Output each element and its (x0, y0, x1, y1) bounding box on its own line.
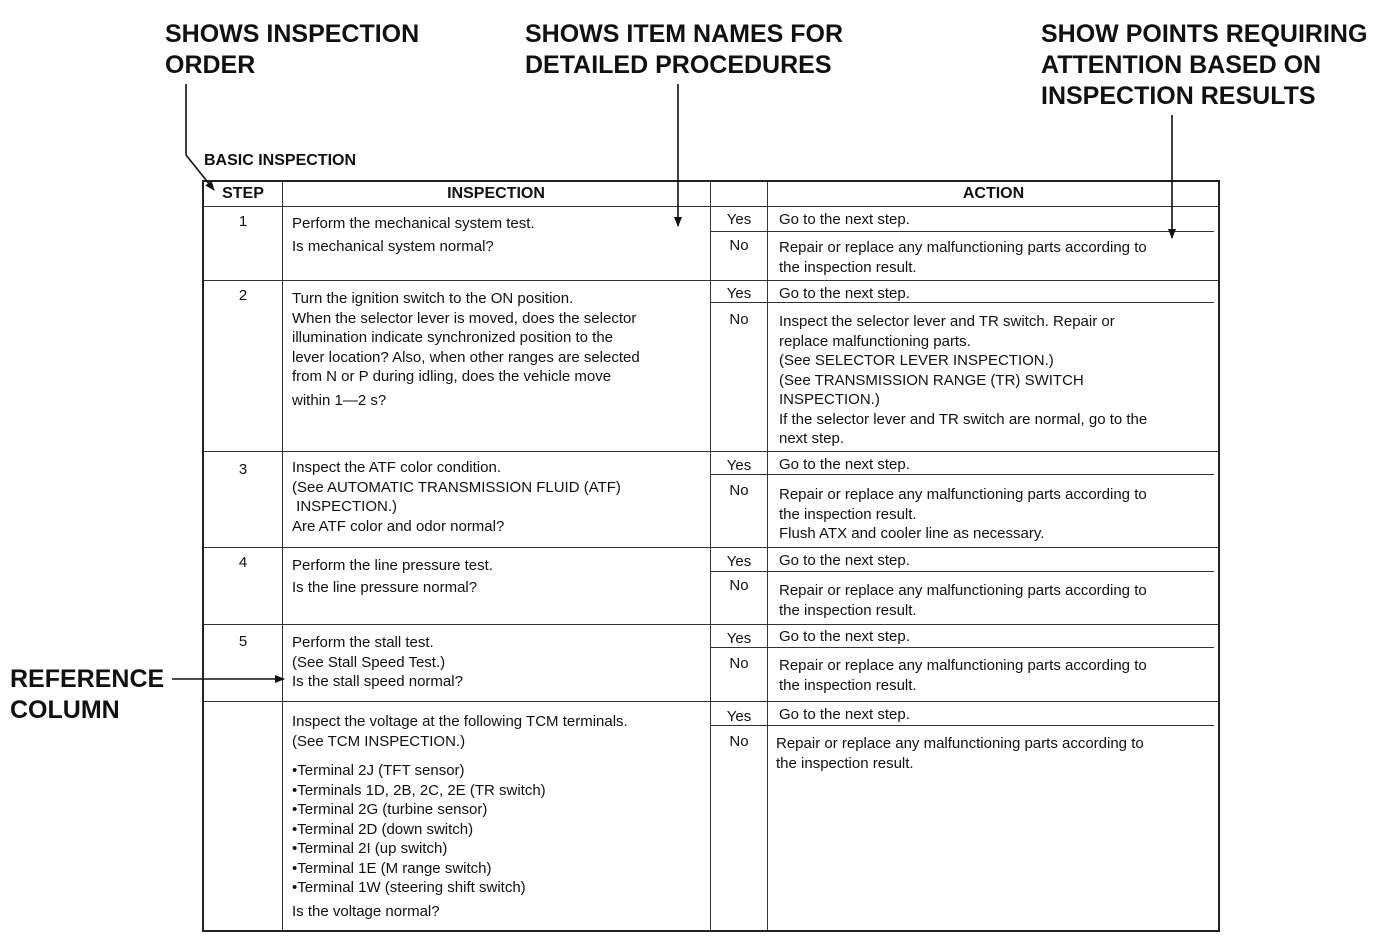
yes-action: Go to the next step. (779, 552, 910, 569)
action-line: next step. (779, 430, 845, 447)
column-divider (282, 182, 283, 930)
section-title: BASIC INSPECTION (204, 152, 357, 169)
inspection-line: Turn the ignition switch to the ON position. (292, 290, 574, 307)
step-number: 5 (238, 633, 248, 650)
inspection-line: Is the stall speed normal? (292, 673, 463, 690)
inspection-line: (See TCM INSPECTION.) (292, 732, 466, 750)
no-label: No (729, 655, 749, 672)
yes-action: Go to the next step. (779, 628, 910, 645)
terminal-list (292, 761, 628, 898)
yes-no-divider (710, 571, 1214, 572)
inspection-line: Perform the line pressure test. (292, 557, 493, 574)
no-action (779, 581, 1147, 620)
action-line: Flush ATX and cooler line as necessary. (779, 525, 1045, 542)
callout-line: ATTENTION BASED ON (1041, 51, 1322, 79)
action-line: If the selector lever and TR switch are normal, go to the (779, 410, 1148, 428)
row-divider (204, 701, 1218, 702)
action-line: Inspect the selector lever and TR switch. Repair or (779, 313, 1115, 330)
action-line: the inspection result. (779, 258, 917, 276)
action-line: Repair or replace any malfunctioning parts according to (779, 582, 1147, 599)
inspection-line: illumination indicate synchronized position to the (292, 329, 614, 346)
row-divider (204, 547, 1218, 548)
list-item: • Terminal 2D (down switch) (292, 820, 628, 840)
header-inspection: INSPECTION (447, 185, 545, 202)
inspection-line: Perform the mechanical system test. (292, 215, 535, 232)
no-action (779, 656, 1147, 695)
no-action (779, 312, 1147, 449)
list-item: • Terminal 2I (up switch) (292, 839, 628, 859)
callout-line: INSPECTION RESULTS (1041, 82, 1316, 110)
action-line: (See SELECTOR LEVER INSPECTION.) (779, 352, 1054, 369)
inspection-line: INSPECTION.) (292, 498, 398, 515)
yes-action: Go to the next step. (779, 285, 910, 302)
no-label: No (729, 237, 749, 254)
action-line: Repair or replace any malfunctioning parts according to (779, 657, 1147, 674)
yes-label: Yes (726, 285, 752, 302)
header-action: ACTION (962, 185, 1025, 202)
no-label: No (729, 577, 749, 594)
step-number: 1 (238, 213, 248, 230)
yes-label: Yes (726, 708, 752, 725)
action-line: INSPECTION.) (779, 391, 880, 408)
callout-line: SHOWS INSPECTION (165, 20, 420, 48)
action-line: the inspection result. (779, 505, 917, 523)
inspection-line: Are ATF color and odor normal? (292, 517, 505, 535)
yes-action: Go to the next step. (779, 706, 910, 723)
action-line: replace malfunctioning parts. (779, 332, 971, 350)
inspection-line: from N or P during idling, does the vehicle move (292, 368, 612, 385)
inspection-line: Is the voltage normal? (292, 902, 440, 920)
inspection-line: within 1—2 s? (292, 391, 387, 409)
action-line: the inspection result. (779, 676, 917, 694)
yes-no-divider (710, 647, 1214, 648)
callout-attention-points (1041, 19, 1367, 112)
arrow-inspection-order (186, 84, 214, 190)
callout-line: DETAILED PROCEDURES (525, 51, 832, 79)
row-divider (204, 451, 1218, 452)
no-label: No (729, 482, 749, 499)
list-item: • Terminal 2G (turbine sensor) (292, 800, 628, 820)
step-number: 2 (238, 287, 248, 304)
yes-action: Go to the next step. (779, 456, 910, 473)
inspection-line: lever location? Also, when other ranges are selected (292, 348, 640, 366)
inspection-text (292, 712, 628, 921)
callout-inspection-order (165, 19, 419, 81)
header-divider (204, 206, 1218, 207)
action-line: Repair or replace any malfunctioning parts according to (776, 735, 1144, 752)
inspection-line: Is mechanical system normal? (292, 237, 494, 255)
no-label: No (729, 733, 749, 750)
yes-no-divider (710, 231, 1214, 232)
inspection-line: Inspect the ATF color condition. (292, 459, 501, 476)
inspection-text (292, 556, 493, 597)
action-line: the inspection result. (779, 601, 917, 619)
action-line: the inspection result. (776, 754, 914, 772)
no-action (776, 734, 1144, 773)
inspection-line: Is the line pressure normal? (292, 578, 478, 596)
callout-line: ORDER (165, 51, 256, 79)
action-line: Repair or replace any malfunctioning parts according to (779, 239, 1147, 256)
action-line: Repair or replace any malfunctioning parts according to (779, 486, 1147, 503)
inspection-line: When the selector lever is moved, does the selector (292, 309, 637, 327)
callout-item-names (525, 19, 843, 81)
callout-line: REFERENCE (10, 665, 165, 693)
inspection-text (292, 289, 640, 410)
list-item: • Terminal 2J (TFT sensor) (292, 761, 628, 781)
yes-label: Yes (726, 457, 752, 474)
row-divider (204, 624, 1218, 625)
no-action (779, 485, 1147, 544)
inspection-line: (See AUTOMATIC TRANSMISSION FLUID (ATF) (292, 478, 621, 496)
inspection-line: Inspect the voltage at the following TCM terminals. (292, 713, 628, 730)
header-step: STEP (222, 185, 264, 202)
yes-action: Go to the next step. (779, 211, 910, 228)
inspection-text (292, 458, 621, 536)
yes-no-divider (710, 725, 1214, 726)
callout-line: SHOW POINTS REQUIRING (1041, 20, 1368, 48)
list-item: • Terminal 1E (M range switch) (292, 859, 628, 879)
row-divider (204, 280, 1218, 281)
step-number: 3 (238, 461, 248, 478)
inspection-line: (See Stall Speed Test.) (292, 653, 446, 671)
step-number: 4 (238, 554, 248, 571)
yes-label: Yes (726, 630, 752, 647)
yes-label: Yes (726, 211, 752, 228)
inspection-line: Perform the stall test. (292, 634, 434, 651)
callout-reference-column (10, 664, 164, 726)
list-item: • Terminal 1W (steering shift switch) (292, 878, 628, 898)
callout-line: SHOWS ITEM NAMES FOR (525, 20, 844, 48)
yes-label: Yes (726, 553, 752, 570)
inspection-text (292, 633, 463, 692)
no-label: No (729, 311, 749, 328)
inspection-text (292, 214, 535, 256)
action-line: (See TRANSMISSION RANGE (TR) SWITCH (779, 371, 1084, 389)
no-action (779, 238, 1147, 277)
list-item: • Terminals 1D, 2B, 2C, 2E (TR switch) (292, 781, 628, 801)
inspection-table (202, 180, 1220, 932)
callout-line: COLUMN (10, 696, 120, 724)
